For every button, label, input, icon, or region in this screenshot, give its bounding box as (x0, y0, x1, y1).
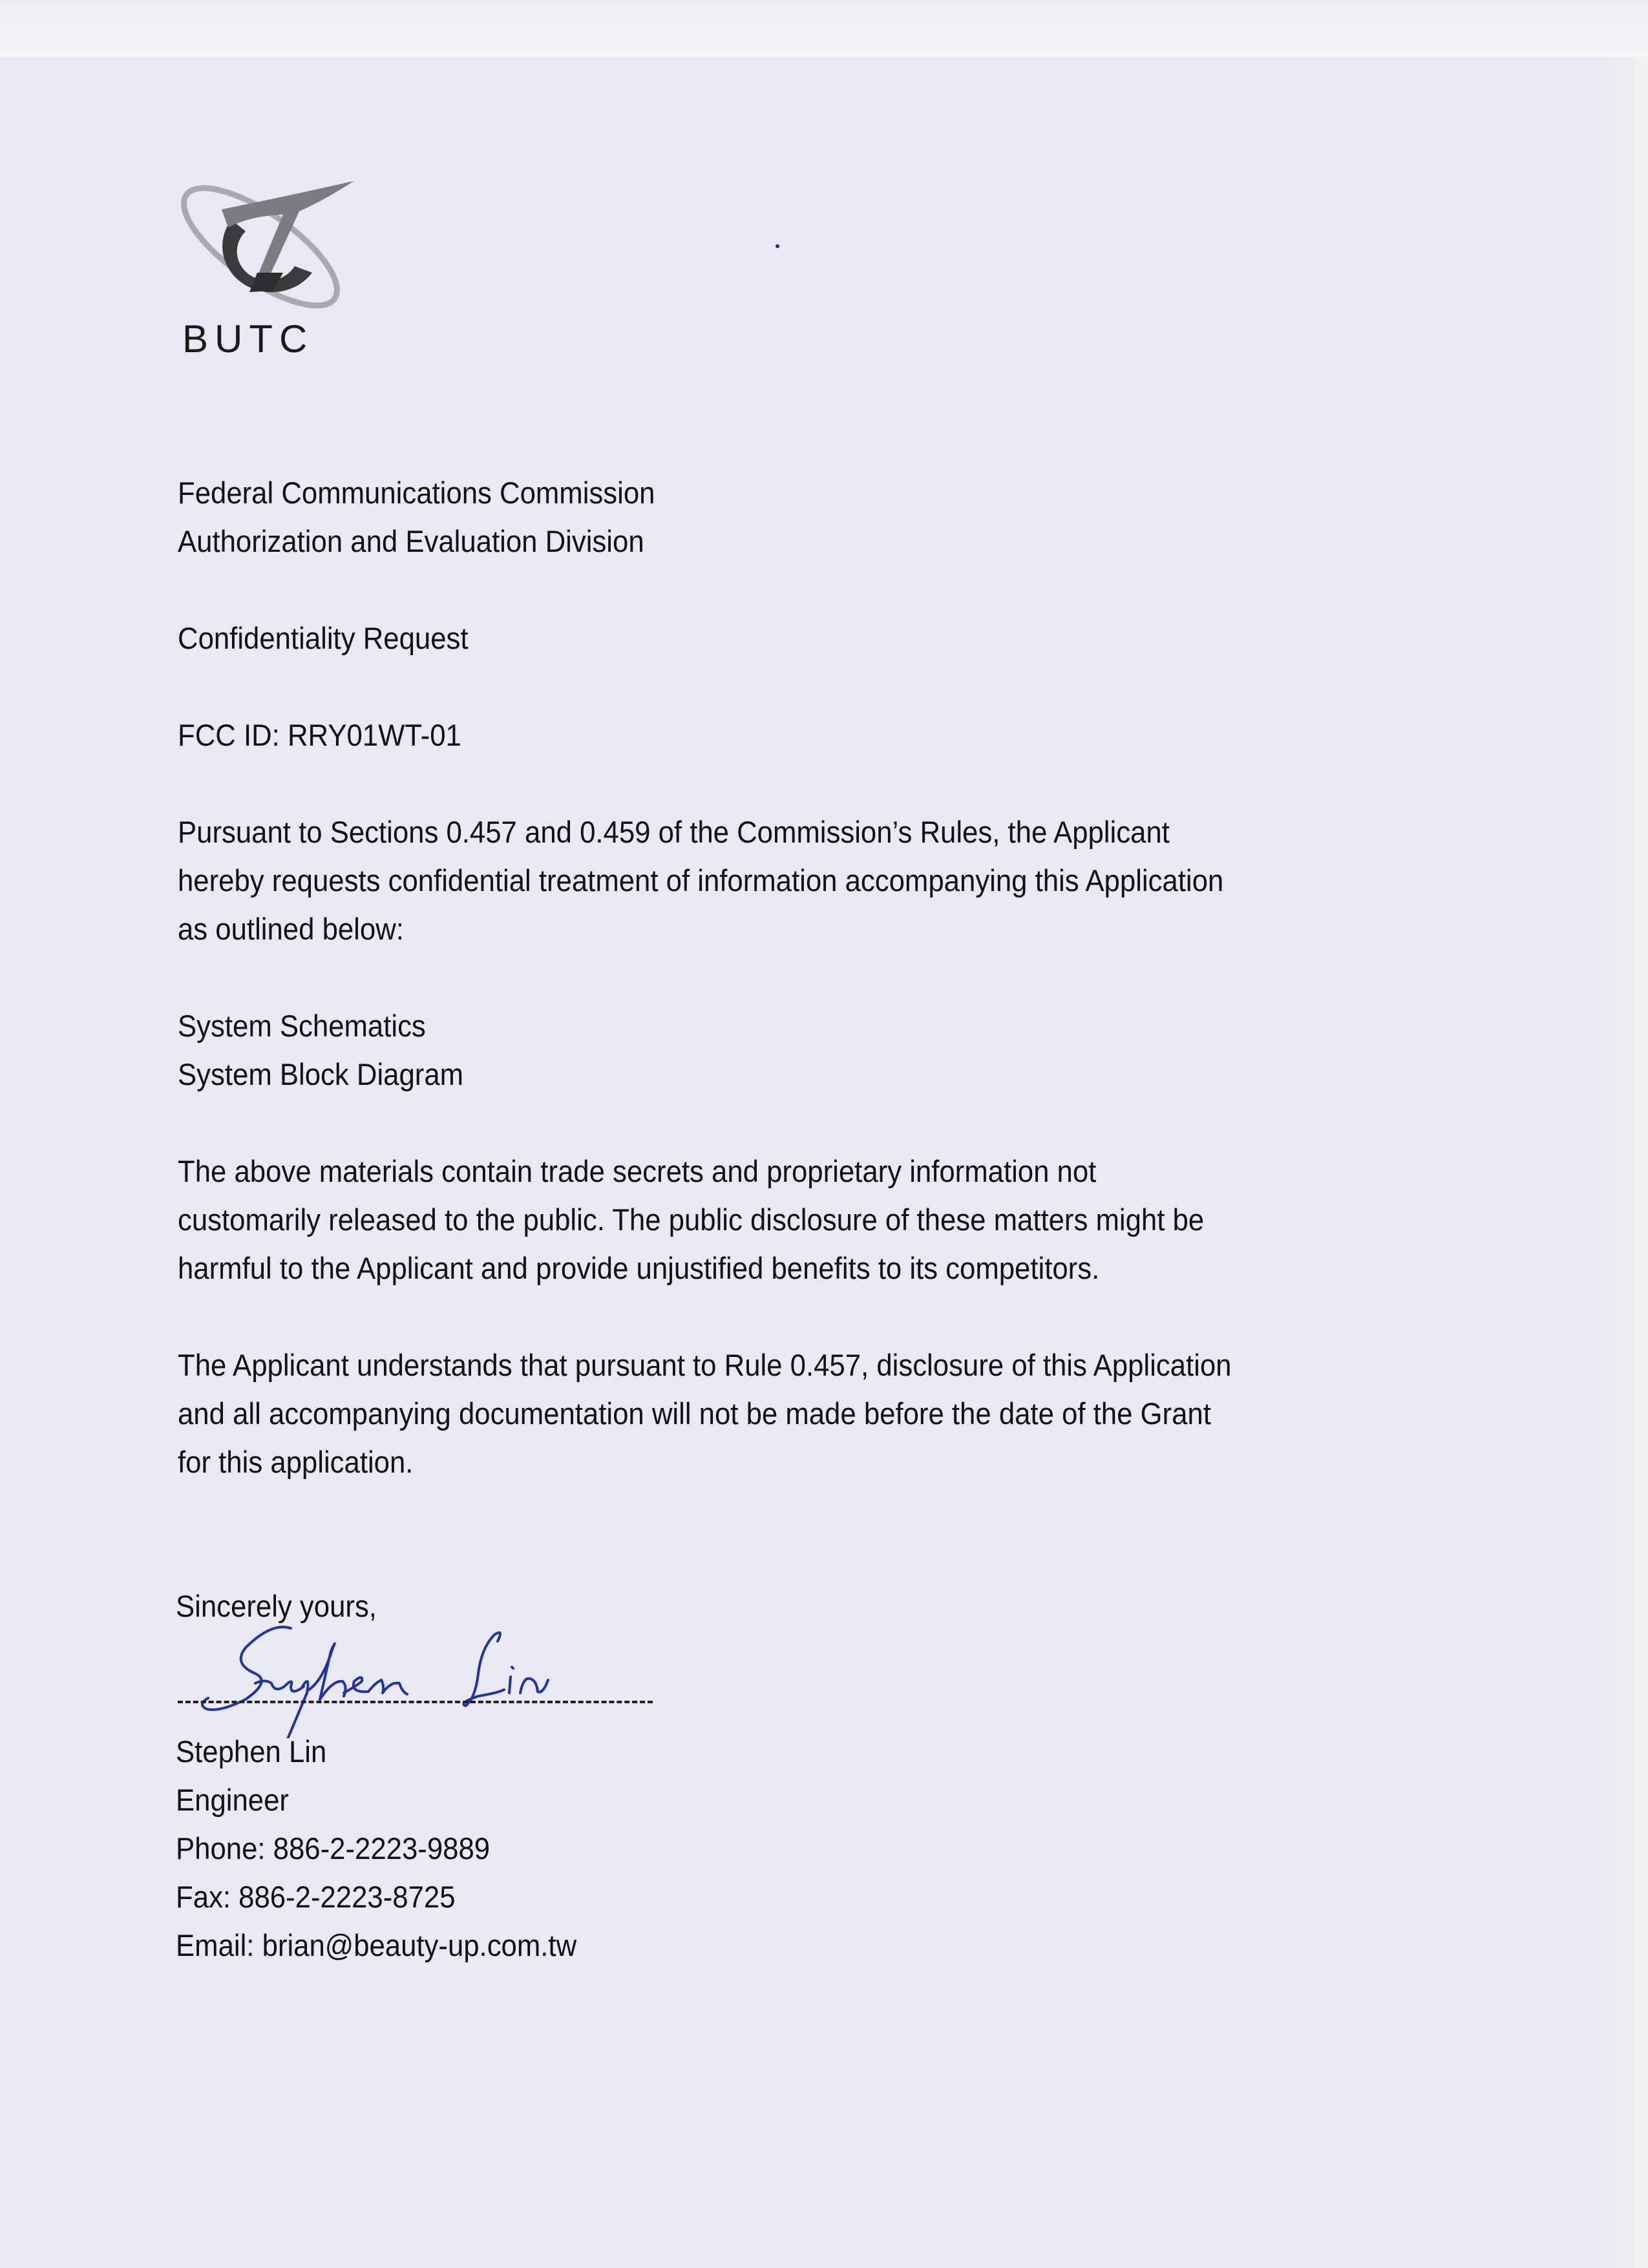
signer-name: Stephen Lin (176, 1734, 327, 1769)
signer-block (176, 1727, 576, 1969)
paragraph-line: The above materials contain trade secrets and proprietary information not (178, 1154, 1097, 1188)
paragraph-line: for this application. (178, 1445, 414, 1479)
paragraph-line: customarily released to the public. The public disclosure of these matters might be (178, 1202, 1205, 1237)
fcc-id: FCC ID: RRY01WT-01 (178, 718, 461, 752)
recipient-block (178, 468, 655, 565)
paragraph-line: Pursuant to Sections 0.457 and 0.459 of the Commission’s Rules, the Applicant (178, 815, 1170, 849)
ink-speck (776, 244, 779, 248)
paragraph-line: hereby requests confidential treatment of information accompanying this Application (178, 863, 1224, 898)
logo-wordmark: BUTC (182, 317, 314, 361)
paragraph-request (178, 808, 1223, 953)
list-item: System Block Diagram (178, 1057, 464, 1091)
paragraph-line: The Applicant understands that pursuant to Rule 0.457, disclosure of this Application (178, 1348, 1232, 1382)
confidential-items-list (178, 1002, 463, 1098)
scanner-bed-top (0, 0, 1648, 57)
closing: Sincerely yours, (176, 1589, 377, 1623)
paragraph-line: as outlined below: (178, 912, 404, 946)
signature-line (178, 1701, 653, 1703)
paragraph-disclosure (178, 1341, 1231, 1486)
signer-fax: Fax: 886-2-2223-8725 (176, 1880, 456, 1914)
signer-email[interactable]: Email: brian@beauty-up.com.tw (176, 1928, 577, 1962)
scanner-bed-right (1598, 57, 1648, 2268)
paragraph-line: and all accompanying documentation will not be made before the date of the Grant (178, 1396, 1211, 1431)
signer-phone: Phone: 886-2-2223-9889 (176, 1831, 491, 1865)
handwritten-signature (194, 1622, 620, 1738)
butc-logo (173, 176, 367, 370)
paragraph-line: harmful to the Applicant and provide unjustified benefits to its competitors. (178, 1251, 1100, 1285)
butc-logo-icon (173, 176, 367, 318)
subject-line: Confidentiality Request (178, 621, 469, 655)
paragraph-justification (178, 1147, 1204, 1292)
recipient-line-1: Federal Communications Commission (178, 476, 655, 510)
recipient-line-2: Authorization and Evaluation Division (178, 524, 644, 558)
signer-title: Engineer (176, 1783, 289, 1817)
list-item: System Schematics (178, 1009, 426, 1043)
